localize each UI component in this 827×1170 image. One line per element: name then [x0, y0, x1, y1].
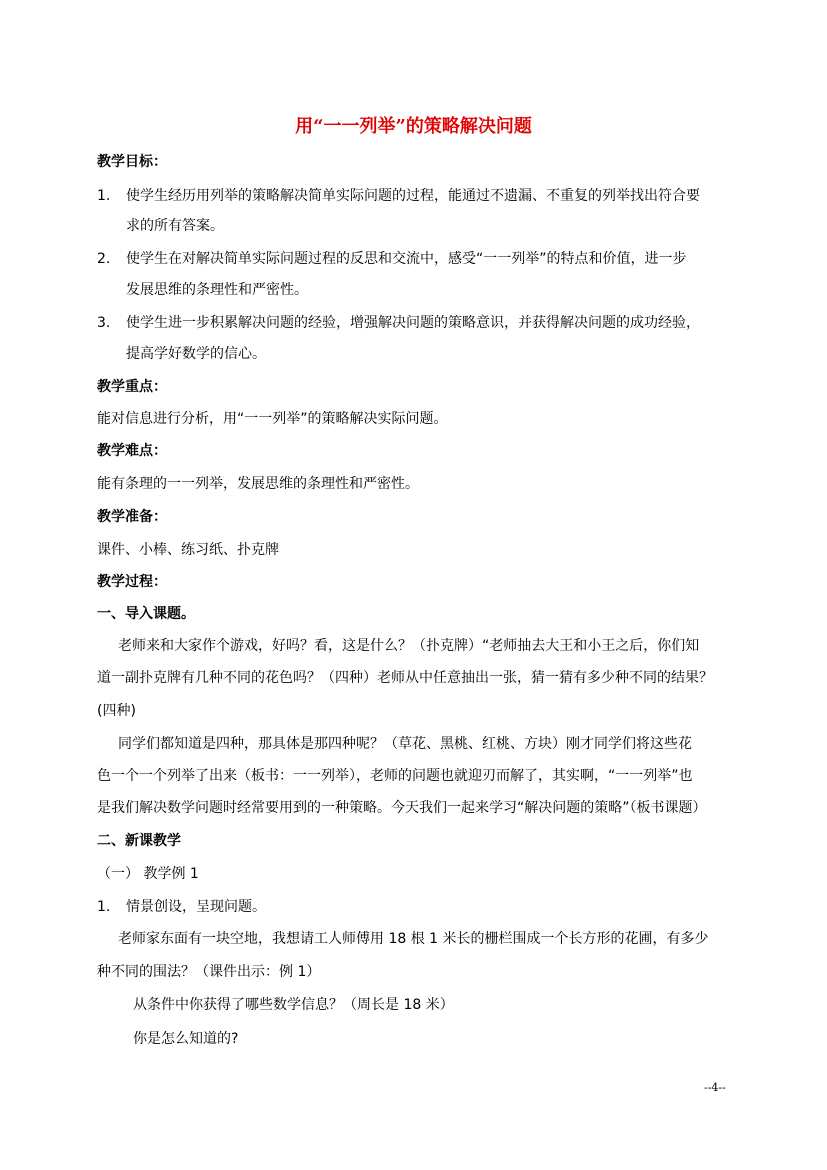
objective-2-line1: 使学生在对解决简单实际问题过程的反思和交流中，感受“一一列举”的特点和价值，进一步 — [126, 251, 687, 267]
paragraph-3-line2: 种不同的围法？（课件出示：例 1） — [97, 964, 321, 980]
paragraph-2-line2: 色一个一个列举了出来（板书：一一列举），老师的问题也就迎刃而解了，其实啊，“一一列举”也 — [97, 768, 693, 784]
section1-heading: 一、导入课题。 — [97, 606, 195, 622]
paragraph-1-line1: 老师来和大家作个游戏，好吗？看，这是什么？（扑克牌）“老师抽去大王和小王之后，你们知 — [118, 638, 700, 654]
prep-heading: 教学准备： — [97, 509, 167, 525]
process-heading: 教学过程： — [97, 574, 167, 590]
page-title: 用“一一列举”的策略解决问题 — [295, 116, 532, 137]
objective-1-line2: 求的所有答案。 — [126, 218, 224, 234]
objective-3-line2: 提高学好数学的信心。 — [126, 346, 266, 362]
objective-3-line1: 使学生进一步积累解决问题的经验，增强解决问题的策略意识，并获得解决问题的成功经验， — [126, 315, 700, 331]
page-number: --4-- — [704, 1081, 726, 1094]
question-2: 你是怎么知道的? — [133, 1031, 239, 1047]
key-text: 能对信息进行分析，用“一一列举”的策略解决实际问题。 — [97, 411, 448, 427]
objective-2-number: 2. — [97, 251, 111, 267]
item-1-text: 情景创设，呈现问题。 — [126, 899, 266, 915]
prep-text: 课件、小棒、练习纸、扑克牌 — [97, 542, 279, 558]
paragraph-3-line1: 老师家东面有一块空地，我想请工人师傅用 18 根 1 米长的栅栏围成一个长方形的花圃，有多少 — [118, 931, 709, 947]
objective-1-number: 1. — [97, 188, 111, 204]
objective-1-line1: 使学生经历用列举的策略解决简单实际问题的过程，能通过不遗漏、不重复的列举找出符合要 — [126, 188, 700, 204]
section2-heading: 二、新课教学 — [97, 833, 181, 849]
question-1: 从条件中你获得了哪些数学信息？（周长是 18 米） — [133, 997, 454, 1013]
paragraph-2-line3: 是我们解决数学问题时经常要用到的一种策略。今天我们一起来学习“解决问题的策略”（板书课题） — [97, 800, 707, 816]
objective-2-line2: 发展思维的条理性和严密性。 — [126, 282, 308, 298]
subsection-1: （一） 教学例 1 — [97, 866, 199, 882]
paragraph-1-line2: 道一副扑克牌有几种不同的花色吗？（四种）老师从中任意抽出一张，猜一猜有多少种不同的结果？ — [97, 670, 713, 686]
objectives-heading: 教学目标： — [97, 154, 167, 170]
objective-3-number: 3. — [97, 315, 111, 331]
paragraph-2-line1: 同学们都知道是四种，那具体是那四种呢？（草花、黑桃、红桃、方块）刚才同学们将这些花 — [118, 736, 692, 752]
key-heading: 教学重点： — [97, 379, 167, 395]
difficulty-heading: 教学难点： — [97, 443, 167, 459]
paragraph-1-line3: (四种) — [97, 703, 136, 719]
difficulty-text: 能有条理的一一列举，发展思维的条理性和严密性。 — [97, 476, 419, 492]
item-1-number: 1. — [97, 899, 111, 915]
